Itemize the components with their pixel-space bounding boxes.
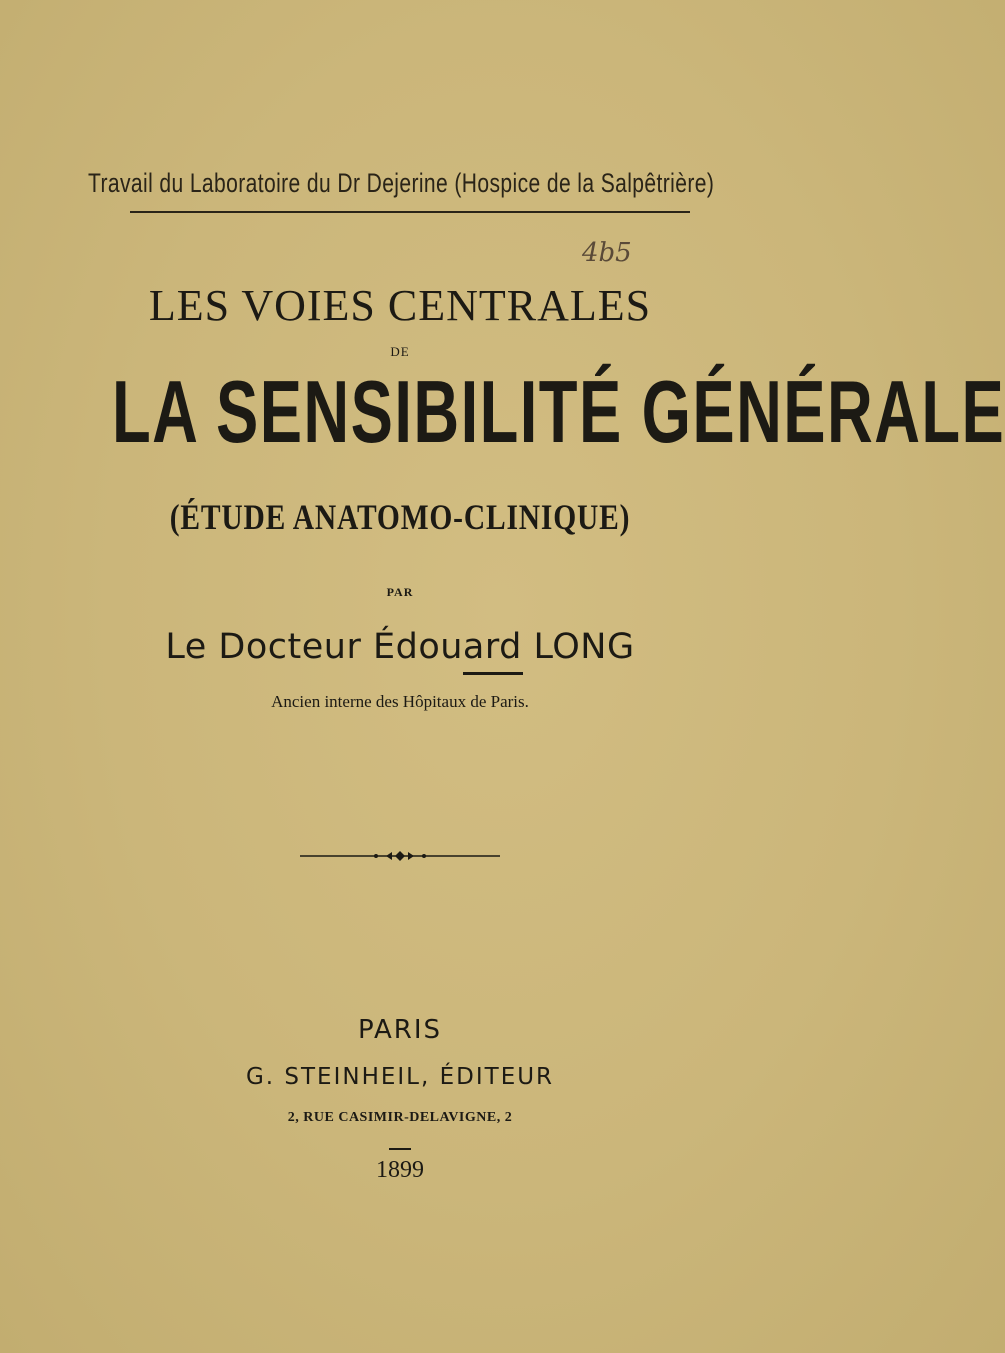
main-title: LA SENSIBILITÉ GÉNÉRALE — [112, 362, 1005, 461]
subtitle: (ÉTUDE ANATOMO-CLINIQUE) — [169, 497, 631, 537]
title-connector: DE — [390, 344, 410, 359]
author-name: Le Docteur Édouard LONG — [165, 627, 635, 667]
ornament-divider-icon — [300, 850, 500, 862]
imprint-city: PARIS — [357, 1015, 443, 1045]
by-label: PAR — [386, 585, 414, 599]
author-underline — [463, 672, 523, 675]
imprint-publisher: G. STEINHEIL, ÉDITEUR — [245, 1064, 555, 1090]
handwritten-note: 4b5 — [582, 238, 632, 268]
imprint-address: 2, RUE CASIMIR-DELAVIGNE, 2 — [287, 1110, 513, 1125]
year-rule — [389, 1148, 411, 1150]
header-rule — [130, 211, 690, 213]
laboratory-header: Travail du Laboratoire du Dr Dejerine (Hospice de la Salpêtrière) — [88, 168, 715, 198]
author-affiliation: Ancien interne des Hôpitaux de Paris. — [271, 692, 529, 711]
imprint-year: 1899 — [376, 1157, 424, 1183]
title-line-1: LES VOIES CENTRALES — [148, 281, 652, 330]
